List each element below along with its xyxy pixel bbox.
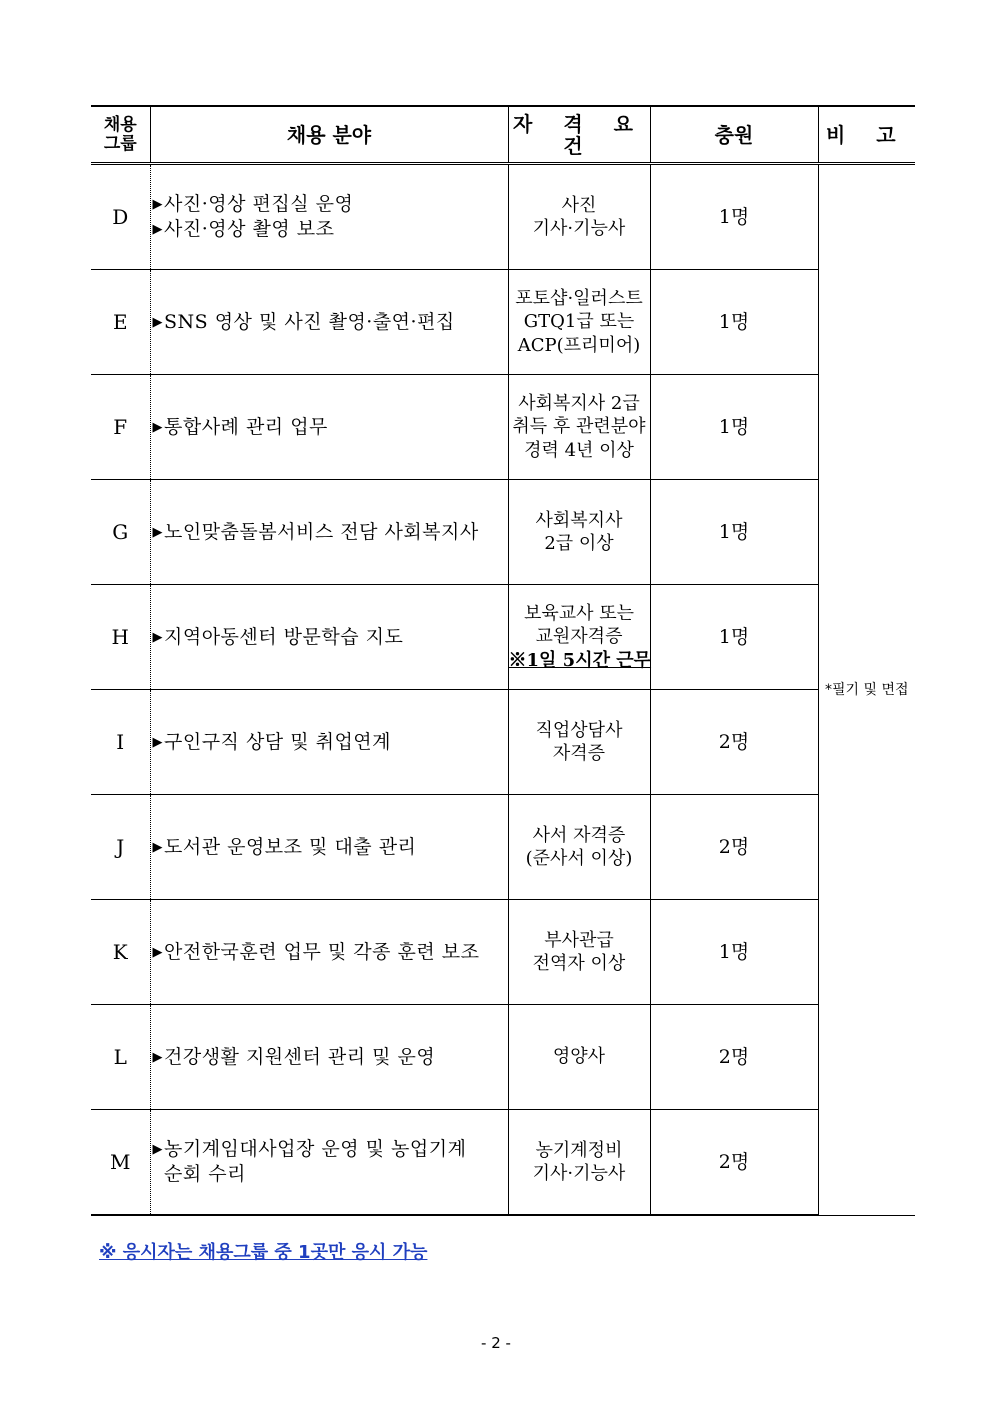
qualification-line: 2급 이상 [544,533,614,554]
field-text: 구인구직 상담 및 취업연계 [164,730,392,753]
qualification-line: 사진 [561,194,597,216]
headcount-cell: 2명 [650,1110,818,1216]
table-row [91,690,915,795]
qualification-cell [508,164,650,270]
qualification-line: (준사서 이상) [525,848,633,869]
group-code: E [91,270,150,375]
field-text: 건강생활 지원센터 관리 및 운영 [164,1045,436,1068]
field-text: 사진·영상 편집실 운영 [164,193,354,216]
field-text: 지역아동센터 방문학습 지도 [164,625,404,648]
qualification-line: 기사·기능사 [532,218,626,239]
field-text: 순회 수리 [164,1163,246,1185]
triangle-right-icon: ▶ [152,1049,163,1065]
header-remark: 비 고 [818,106,915,164]
field-line [153,1162,508,1187]
qualification-line: 취득 후 관련분야 [512,416,646,438]
qualification-line: 보육교사 또는 [523,602,635,624]
headcount-cell: 2명 [650,1005,818,1110]
field-line [153,730,508,755]
table-row [91,1005,915,1110]
qualification-line: 부사관급 [544,929,614,951]
field-cell [150,795,508,900]
qualification-line: 직업상담사 [535,719,623,741]
field-line [153,1045,508,1070]
field-cell [150,270,508,375]
table-row [91,795,915,900]
qualification-cell [508,1005,650,1110]
field-line [153,520,508,545]
table-row [91,900,915,1005]
group-code: H [91,585,150,690]
group-code: F [91,375,150,480]
headcount-cell: 1명 [650,270,818,375]
recruitment-table [91,105,915,1216]
headcount-cell: 2명 [650,795,818,900]
field-line [153,217,508,242]
group-code: G [91,480,150,585]
qualification-line: ACP(프리미어) [517,334,641,356]
field-line [153,625,508,650]
field-text: 통합사례 관리 업무 [164,415,328,438]
table-row [91,585,915,690]
qualification-cell [508,1110,650,1216]
table-row [91,164,915,270]
group-code: K [91,900,150,1005]
group-code: J [91,795,150,900]
footnote: ※ 응시자는 채용그룹 중 1곳만 응시 가능 [99,1242,428,1263]
qualification-cell [508,375,650,480]
field-cell [150,585,508,690]
table-row [91,375,915,480]
headcount-cell: 1명 [650,480,818,585]
qualification-line: 기사·기능사 [532,1163,626,1184]
table-row [91,270,915,375]
qualification-line: 사회복지사 2급 [518,392,640,414]
table-row [91,1110,915,1216]
group-code: I [91,690,150,795]
field-cell [150,690,508,795]
headcount-cell: 2명 [650,690,818,795]
qualification-cell [508,270,650,375]
qualification-cell [508,795,650,900]
qualification-line: 영양사 [552,1046,606,1068]
qualification-line: 경력 4년 이상 [524,439,634,461]
qualification-line: 농기계정비 [535,1139,623,1161]
header-count: 충원 [650,106,818,164]
field-cell [150,164,508,270]
field-text: 노인맞춤돌봄서비스 전담 사회복지사 [164,520,479,543]
field-text: 안전한국훈련 업무 및 각종 훈련 보조 [164,940,480,963]
qualification-line: GTQ1급 또는 [523,311,635,333]
field-line [153,415,508,440]
table-row [91,480,915,585]
headcount-cell: 1명 [650,900,818,1005]
qualification-line: 교원자격증 [535,626,623,648]
triangle-right-icon: ▶ [152,944,163,960]
headcount-cell: 1명 [650,375,818,480]
group-code: D [91,164,150,270]
triangle-right-icon: ▶ [152,734,163,750]
header-field: 채용 분야 [150,106,508,164]
triangle-right-icon: ▶ [152,629,163,645]
qualification-line: 자격증 [552,743,606,764]
qualification-cell [508,690,650,795]
qualification-cell [508,480,650,585]
triangle-right-icon: ▶ [152,197,163,213]
field-text: SNS 영상 및 사진 촬영·출연·편집 [164,310,455,333]
field-cell [150,375,508,480]
field-cell [150,1005,508,1110]
qualification-line: 사서 자격증 [532,824,626,846]
qualification-line: 전역자 이상 [532,953,626,974]
table-header-row [91,106,915,164]
field-text: 도서관 운영보조 및 대출 관리 [164,835,417,858]
triangle-right-icon: ▶ [152,1142,163,1158]
triangle-right-icon: ▶ [152,222,163,237]
field-cell [150,900,508,1005]
qualification-line: 포토샵·일러스트 [515,287,643,309]
triangle-right-icon: ▶ [152,524,163,540]
header-qualification: 자 격 요 건 [508,106,650,164]
group-code: M [91,1110,150,1216]
header-group: 채용 그룹 [91,106,150,164]
qualification-cell [508,585,650,690]
field-line [153,310,508,335]
field-cell [150,480,508,585]
field-text: 사진·영상 촬영 보조 [164,218,335,240]
qualification-line: 사회복지사 [535,509,623,531]
field-cell [150,1110,508,1216]
page-number: - 2 - [481,1334,511,1352]
headcount-cell: 1명 [650,164,818,270]
triangle-right-icon: ▶ [152,419,163,435]
field-line [153,940,508,965]
group-code: L [91,1005,150,1110]
table-body [91,164,915,1216]
field-line [153,192,508,217]
field-line [153,835,508,860]
triangle-right-icon: ▶ [152,839,163,855]
qualification-note: ※1일 5시간 근무 [508,649,652,671]
field-line [153,1137,508,1162]
qualification-cell [508,900,650,1005]
headcount-cell: 1명 [650,585,818,690]
triangle-right-icon: ▶ [152,314,163,330]
remark-cell: *필기 및 면접 [818,164,915,1216]
field-text: 농기계임대사업장 운영 및 농업기계 [164,1138,467,1161]
